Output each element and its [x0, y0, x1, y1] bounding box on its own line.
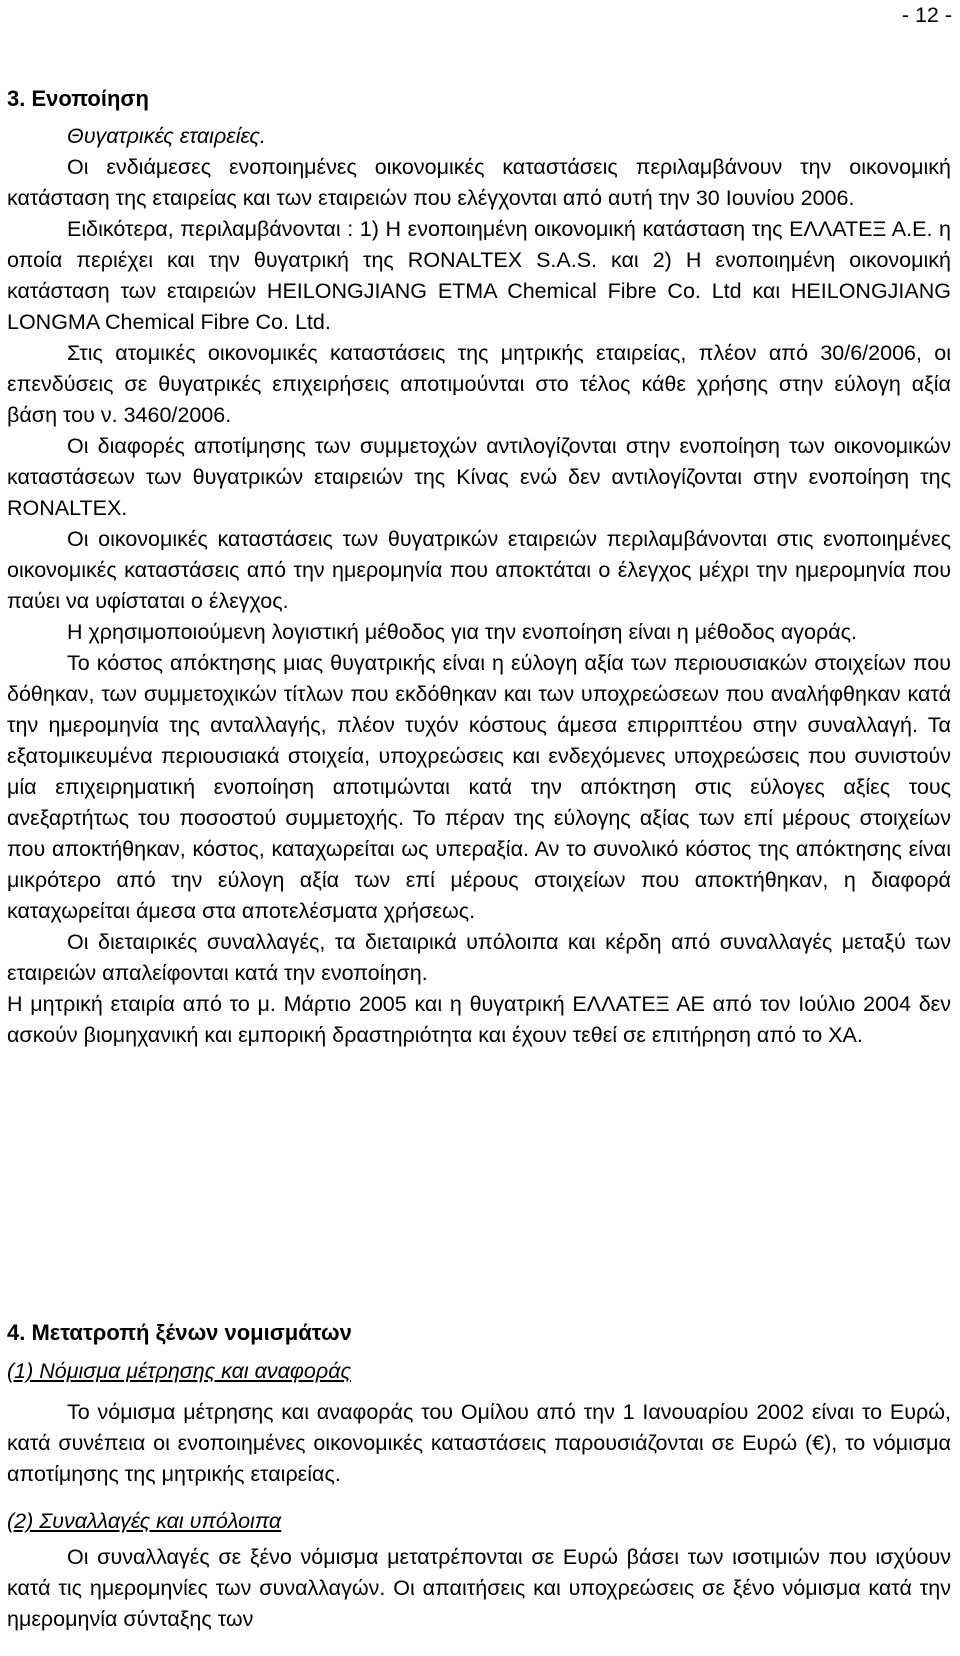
subsidiaries-subheading: Θυγατρικές εταιρείες. [67, 124, 266, 148]
paragraph: Στις ατομικές οικονομικές καταστάσεις της μητρικής εταιρείας, πλέον από 30/6/2006, οι επενδύσεις σε θυγατρικές επιχειρήσεις αποτιμούνται στο τέλος κάθε χρήσης στην εύλογη αξία βάση του ν. 3460/2006. [7, 341, 951, 427]
paragraph: Οι διεταιρικές συναλλαγές, τα διεταιρικά υπόλοιπα και κέρδη από συναλλαγές μεταξύ των εταιρειών απαλείφονται κατά την ενοποίηση. [7, 930, 951, 985]
section-3-body [7, 121, 951, 1051]
section-3-title: 3. Ενοποίηση [7, 86, 149, 111]
paragraph: Η χρησιμοποιούμενη λογιστική μέθοδος για την ενοποίηση είναι η μέθοδος αγοράς. [67, 620, 857, 644]
paragraph: Οι ενδιάμεσες ενοποιημένες οικονομικές καταστάσεις περιλαμβάνουν την οικονομική κατάσταση της εταιρείας και των εταιρειών που ελέγχονται από αυτή την 30 Ιουνίου 2006. [7, 155, 951, 210]
subsection-1-body [7, 1397, 951, 1490]
section-4-title: 4. Μετατροπή ξένων νομισμάτων [7, 1320, 352, 1345]
subsection-1-title: (1) Νόμισμα μέτρησης και αναφοράς [7, 1359, 351, 1383]
paragraph: Το νόμισμα μέτρησης και αναφοράς του Ομίλου από την 1 Ιανουαρίου 2002 είναι το Ευρώ, κατά συνέπεια οι ενοποιημένες οικονομικές καταστάσεις παρουσιάζονται σε Ευρώ (€), το νόμισμα αποτίμησης της μητρικής εταιρείας. [7, 1400, 951, 1486]
paragraph: Οι οικονομικές καταστάσεις των θυγατρικών εταιρειών περιλαμβάνονται στις ενοποιημένες οικονομικές καταστάσεις από την ημερομηνία που αποκτάται ο έλεγχος μέχρι την ημερομηνία που παύει να υφίσταται ο έλεγχος. [7, 527, 951, 613]
paragraph: Ειδικότερα, περιλαμβάνονται : 1) Η ενοποιημένη οικονομική κατάσταση της ΕΛΛΑΤΕΞ Α.Ε. η οποία περιέχει και την θυγατρική της RONALTEX S.A.S. και 2) Η ενοποιημένη οικονομική κατάσταση των εταιρειών HEILONGJIANG ETMA Chemical Fibre Co. Ltd και HEILONGJIANG LONGMA Chemical Fibre Co. Ltd. [7, 217, 951, 334]
subsection-2-title: (2) Συναλλαγές και υπόλοιπα [7, 1509, 282, 1533]
subsection-2-body [7, 1542, 951, 1635]
paragraph: Το κόστος απόκτησης μιας θυγατρικής είναι η εύλογη αξία των περιουσιακών στοιχείων που δόθηκαν, των συμμετοχικών τίτλων που εκδόθηκαν και των υποχρεώσεων που αναλήφθηκαν κατά την ημερομηνία της ανταλλαγής, πλέον τυχόν κόστους άμεσα επιρριπτέου στην συναλλαγή. Τα εξατομικευμένα περιουσιακά στοιχεία, υποχρεώσεις και ενδεχόμενες υποχρεώσεις που συνιστούν μία επιχειρηματική ενοποίηση αποτιμώνται κατά την απόκτηση στις εύλογες αξίες τους ανεξαρτήτως του ποσοστού συμμετοχής. Το πέραν της εύλογης αξίας των επί μέρους στοιχείων που αποκτήθηκαν, κόστος, καταχωρείται ως υπεραξία. Αν το συνολικό κόστος της απόκτησης είναι μικρότερο από την εύλογη αξία των επί μέρους στοιχείων που αποκτήθηκαν, η διαφορά καταχωρείται άμεσα στα αποτελέσματα χρήσεως. [7, 651, 951, 923]
paragraph: Οι διαφορές αποτίμησης των συμμετοχών αντιλογίζονται στην ενοποίηση των οικονομικών καταστάσεων των θυγατρικών εταιρειών της Κίνας ενώ δεν αντιλογίζονται στην ενοποίηση της RONALTEX. [7, 434, 951, 520]
page-number: - 12 - [901, 3, 952, 27]
paragraph: Οι συναλλαγές σε ξένο νόμισμα μετατρέπονται σε Ευρώ βάσει των ισοτιμιών που ισχύουν κατά τις ημερομηνίες των συναλλαγών. Οι απαιτήσεις και υποχρεώσεις σε ξένο νόμισμα κατά την ημερομηνία σύνταξης των [7, 1545, 951, 1631]
paragraph: Η μητρική εταιρία από το μ. Μάρτιο 2005 και η θυγατρική ΕΛΛΑΤΕΞ ΑΕ από τον Ιούλιο 2004 δεν ασκούν βιομηχανική και εμπορική δραστηριότητα και έχουν τεθεί σε επιτήρηση από το ΧΑ. [7, 992, 951, 1047]
